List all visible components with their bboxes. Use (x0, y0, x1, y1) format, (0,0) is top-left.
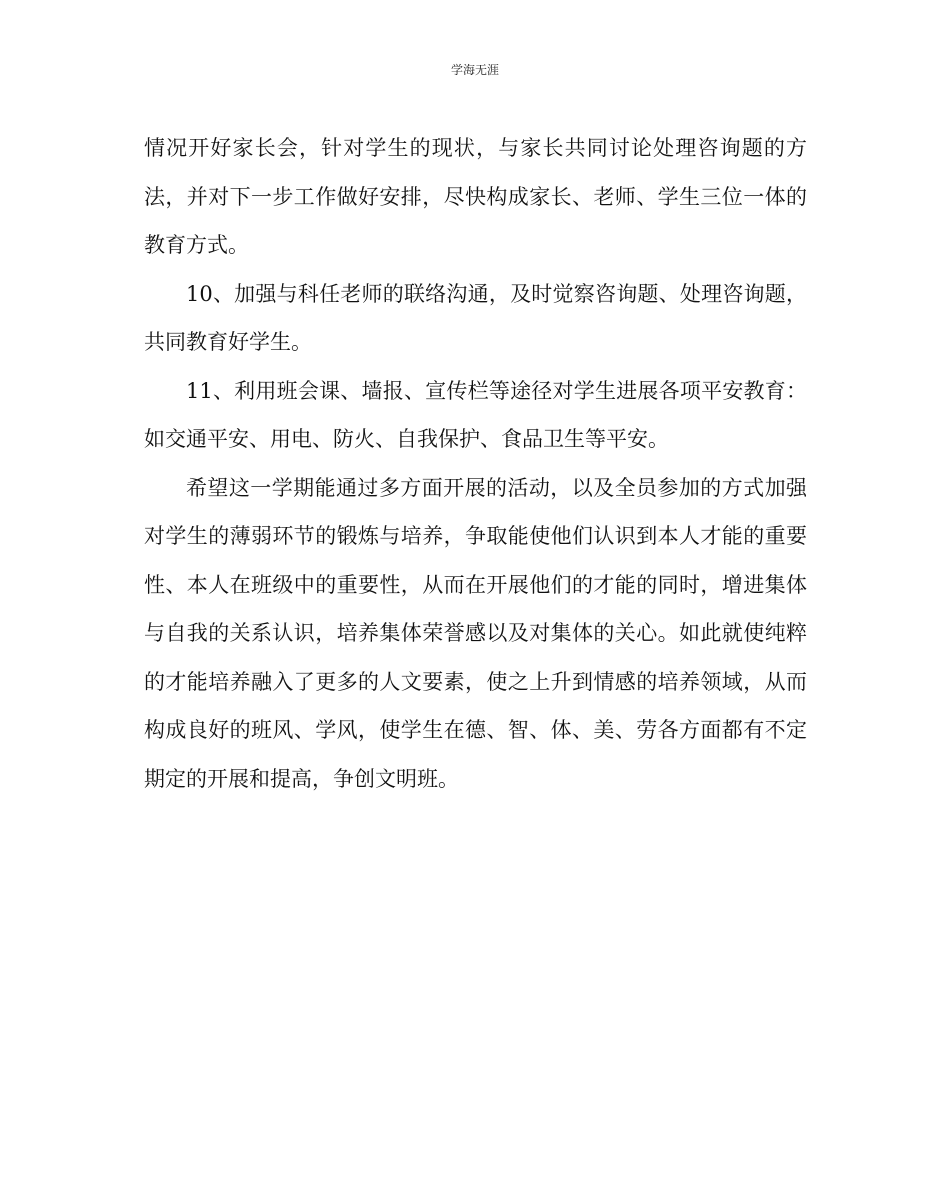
paragraph-item-10: 10、加强与科任老师的联络沟通，及时觉察咨询题、处理咨询题，共同教育好学生。 (144, 281, 807, 354)
paragraph-continuation: 情况开好家长会，针对学生的现状，与家长共同讨论处理咨询题的方法，并对下一步工作做好安排，尽快构成家长、老师、学生三位一体的教育方式。 (144, 136, 807, 257)
page-header: 学海无涯 (450, 63, 499, 77)
paragraph-conclusion: 希望这一学期能通过多方面开展的活动，以及全员参加的方式加强对学生的薄弱环节的锻炼与培养，争取能使他们认识到本人才能的重要性、本人在班级中的重要性，从而在开展他们的才能的同时，增进集体与自我的关系认识，培养集体荣誉感以及对集体的关心。如此就使纯粹的才能培养融入了更多的人文要素，使之上升到情感的培养领域，从而构成良好的班风、学风，使学生在德、智、体、美、劳各方面都有不定期定的开展和提高，争创文明班。 (144, 475, 807, 791)
document-body (144, 124, 807, 803)
paragraph-item-11: 11、利用班会课、墙报、宣传栏等途径对学生进展各项平安教育：如交通平安、用电、防火、自我保护、食品卫生等平安。 (144, 378, 807, 451)
